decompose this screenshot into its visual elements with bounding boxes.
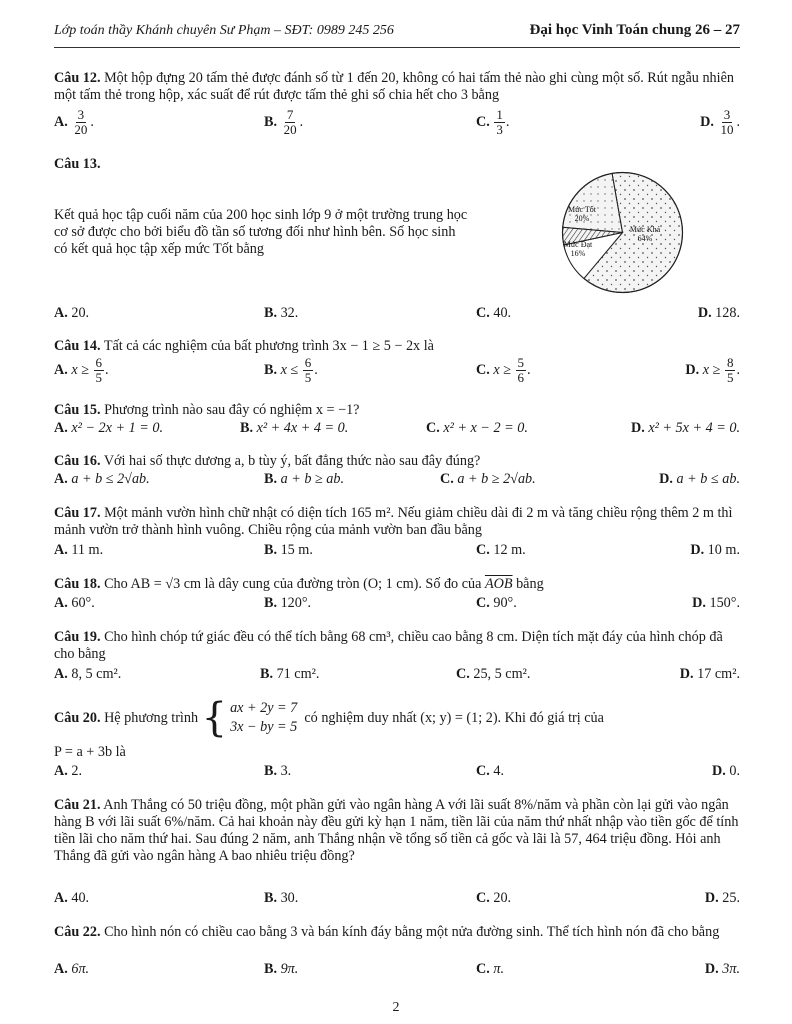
option-d: D. 0. (712, 763, 740, 779)
option-b: B. 15 m. (264, 542, 313, 558)
option-c: C. 90°. (476, 595, 517, 611)
option-a: A. x² − 2x + 1 = 0. (54, 420, 164, 436)
question-21: Câu 21. Anh Thắng có 50 triệu đồng, một phần gửi vào ngân hàng A với lãi suất 8%/năm và phần còn lại gửi vào ngân hàng B với lãi suất 6%/năm. Cả hai khoản này đều gửi kỳ hạn 1 năm, tiền lãi của năm thứ nhất nhập vào tiền gốc để tính tiền lãi cho năm thứ hai. Sau đúng 2 năm, anh Thắng nhận về tổng số tiền cả gốc và lãi là 57, 464 triệu đồng. Hỏi anh Thắng đã gửi vào ngân hàng A bao nhiêu triệu đồng? (54, 797, 739, 864)
option-a: A. $\frac{3}{20}$ . (54, 107, 94, 137)
options-14 (54, 355, 740, 385)
question-text: Một mảnh vườn hình chữ nhật có diện tích 165 m². Nếu giảm chiều dài đi 2 m và tăng chiều rộng thêm 2 m thì mảnh vườn trở thành hình vuông. Chiều rộng của mảnh vườn ban đầu bằng (54, 505, 733, 538)
option-c: C. x² + x − 2 = 0. (426, 420, 528, 436)
question-text: Cho AB = √3 cm là dây cung của đường tròn (O; 1 cm). Số đo của (104, 576, 485, 592)
option-c: C. $\frac{1}{3}$ . (476, 107, 510, 137)
option-c: C. 12 m. (476, 542, 526, 558)
question-text: Anh Thắng có 50 triệu đồng, một phần gửi vào ngân hàng A với lãi suất 8%/năm và phần còn lại gửi vào ngân hàng B với lãi suất 6%/năm. Cả hai khoản này đều gửi kỳ hạn 1 năm, tiền lãi của năm thứ nhất nhập vào tiền gốc để tính tiền lãi cho năm thứ hai. Sau đúng 2 năm, anh Thắng nhận về tổng số tiền cả gốc và lãi là 57, 464 triệu đồng. Hỏi anh Thắng đã gửi vào ngân hàng A bao nhiêu triệu đồng? (54, 797, 739, 864)
question-14: Câu 14. Tất cả các nghiệm của bất phương trình 3x − 1 ≥ 5 − 2x là (54, 338, 434, 354)
option-c: C. x ≥ $\frac{5}{6}$ . (476, 355, 531, 385)
option-c: C. 25, 5 cm². (456, 666, 531, 682)
options-17 (54, 542, 740, 562)
question-text-cont: có nghiệm duy nhất (x; y) = (1; 2). Khi đó giá trị của (304, 709, 604, 726)
question-13-label: Câu 13. (54, 156, 101, 172)
page-number: 2 (392, 1000, 400, 1015)
question-19: Câu 19. Cho hình chóp tứ giác đều có thể tích bằng 68 cm³, chiều cao bằng 8 cm. Diện tích mặt đáy của hình chóp đã cho bằng (54, 629, 723, 662)
option-d: D. 17 cm². (679, 666, 740, 682)
question-label: Câu 12. (54, 70, 101, 86)
question-text: Với hai số thực dương a, b tùy ý, bất đẳng thức nào sau đây đúng? (103, 453, 481, 469)
option-d: D. 150°. (692, 595, 740, 611)
options-21 (54, 890, 740, 910)
option-a: A. x ≥ $\frac{6}{5}$ . (54, 355, 109, 385)
options-16 (54, 471, 740, 491)
question-17: Câu 17. Một mảnh vườn hình chữ nhật có diện tích 165 m². Nếu giảm chiều dài đi 2 m và tăng chiều rộng thêm 2 m thì mảnh vườn trở thành hình vuông. Chiều rộng của mảnh vườn ban đầu bằng (54, 505, 733, 538)
option-d: D. x² + 5x + 4 = 0. (630, 420, 740, 436)
pie-chart (560, 170, 685, 295)
option-a: A. 20. (54, 305, 90, 321)
option-c: C. π. (476, 961, 504, 977)
option-d: D. 3π. (704, 961, 740, 977)
equation-system (201, 695, 298, 741)
options-19 (54, 666, 740, 686)
question-12 (54, 70, 740, 104)
option-a: A. 2. (54, 763, 82, 779)
equation-2: 3x − by = 5 (230, 719, 298, 735)
option-b: B. 30. (264, 890, 299, 906)
question-13 (54, 207, 472, 258)
question-20-cont: P = a + 3b là (54, 744, 126, 760)
options-12 (54, 107, 740, 137)
question-text: Một hộp đựng 20 tấm thẻ được đánh số từ 1 đến 20, không có hai tấm thẻ nào ghi cùng một số. Rút ngẫu nhiên một tấm thẻ trong hộp, xác suất để rút được tấm thẻ ghi số chia hết cho 3 bằng (54, 70, 734, 103)
question-18: Câu 18. Cho AB = √3 cm là dây cung của đường tròn (O; 1 cm). Số đo của $\overline{AOB}$ bằng (54, 576, 544, 592)
option-a: A. 60°. (54, 595, 95, 611)
option-b: B. x ≤ $\frac{6}{5}$ . (264, 355, 318, 385)
question-22: Câu 22. Cho hình nón có chiều cao bằng 3 và bán kính đáy bằng một nửa đường sinh. Thể tích hình nón đã cho bằng (54, 924, 720, 940)
question-text: Hệ phương trình (104, 709, 199, 726)
question-16: Câu 16. Với hai số thực dương a, b tùy ý, bất đẳng thức nào sau đây đúng? (54, 453, 481, 469)
option-b: B. 120°. (264, 595, 312, 611)
pie-label-dat: Mức Đạt 16% (563, 240, 593, 258)
options-18 (54, 595, 740, 615)
options-13 (54, 305, 740, 325)
option-c: C. 40. (476, 305, 512, 321)
option-b: B. 9π. (264, 961, 299, 977)
pie-label-tot: Mức Tốt 20% (568, 205, 596, 223)
option-c: C. a + b ≥ 2√ab. (440, 471, 536, 487)
option-b: B. x² + 4x + 4 = 0. (240, 420, 349, 436)
equation-1: ax + 2y = 7 (230, 700, 298, 716)
question-text: Tất cả các nghiệm của bất phương trình 3x − 1 ≥ 5 − 2x là (103, 338, 434, 354)
question-text: Cho hình chóp tứ giác đều có thể tích bằng 68 cm³, chiều cao bằng 8 cm. Diện tích mặt đáy của hình chóp đã cho bằng (54, 629, 723, 662)
option-a: A. 11 m. (54, 542, 104, 558)
pie-label-kha: Mức Khá 64% (629, 225, 661, 243)
option-a: A. 40. (54, 890, 90, 906)
option-b: B. $\frac{7}{20}$ . (264, 107, 304, 137)
header-left: Lớp toán thầy Khánh chuyên Sư Phạm – SĐT: 0989 245 256 (54, 23, 394, 38)
option-d: D. 128. (697, 305, 740, 321)
option-d: D. x ≥ $\frac{8}{5}$ . (685, 355, 740, 385)
option-c: C. 20. (476, 890, 512, 906)
page-header (54, 22, 740, 48)
question-20: Câu 20. Hệ phương trình { ax + 2y = 7 3x − by = 5 có nghiệm duy nhất (x; y) = (1; 2). Khi đó giá trị của (54, 695, 604, 741)
brace-icon: { (201, 695, 228, 741)
options-15 (54, 420, 740, 440)
option-b: B. 32. (264, 305, 299, 321)
question-text: Kết quả học tập cuối năm của 200 học sinh lớp 9 ở một trường trung học cơ sở được cho bởi biểu đồ tần số tương đối như hình bên. Số học sinh có kết quả học tập xếp mức Tốt bằng (54, 207, 468, 257)
option-a: A. a + b ≤ 2√ab. (54, 471, 150, 487)
options-20 (54, 763, 740, 783)
option-c: C. 4. (476, 763, 504, 779)
question-text: Cho hình nón có chiều cao bằng 3 và bán kính đáy bằng một nửa đường sinh. Thể tích hình nón đã cho bằng (104, 924, 720, 940)
question-15: Câu 15. Phương trình nào sau đây có nghiệm x = −1? (54, 402, 360, 418)
option-d: D. a + b ≤ ab. (659, 471, 740, 487)
arc-notation: $\overline{AOB}$ (484, 576, 513, 592)
option-a: A. 8, 5 cm². (54, 666, 122, 682)
option-d: D. 10 m. (690, 542, 740, 558)
option-b: B. a + b ≥ ab. (264, 471, 345, 487)
options-22 (54, 961, 740, 981)
option-d: D. $\frac{3}{10}$ . (700, 107, 740, 137)
option-b: B. 3. (264, 763, 292, 779)
header-right: Đại học Vinh Toán chung 26 – 27 (529, 22, 740, 38)
option-d: D. 25. (704, 890, 740, 906)
question-text: Phương trình nào sau đây có nghiệm x = −1? (104, 402, 360, 418)
option-a: A. 6π. (54, 961, 90, 977)
option-b: B. 71 cm². (260, 666, 320, 682)
